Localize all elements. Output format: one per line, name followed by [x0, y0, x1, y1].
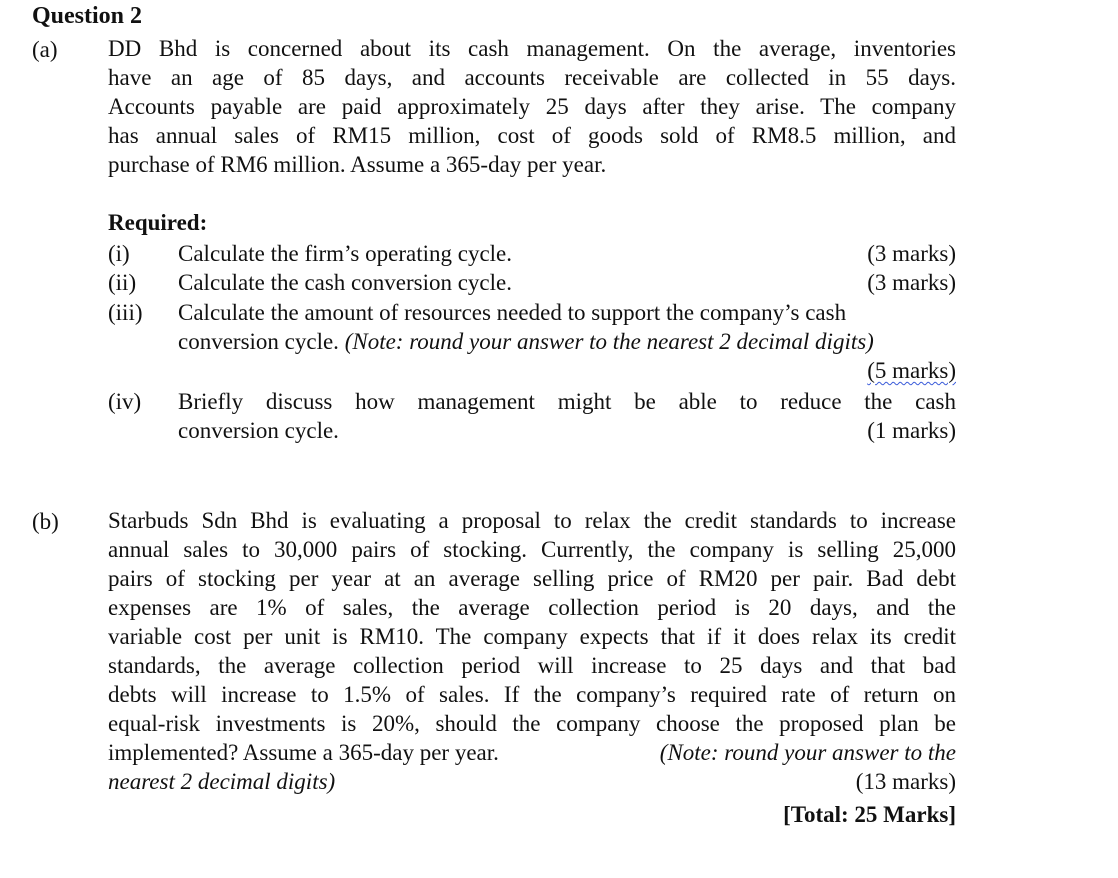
part-b-label: (b) — [32, 509, 59, 534]
sub-text-line: Briefly discuss how management might be able to reduce the cash — [178, 389, 956, 414]
marks-label: (1 marks) — [867, 418, 956, 443]
marks-label: (3 marks) — [867, 241, 956, 266]
part-a-line: have an age of 85 days, and accounts receivable are collected in 55 days. — [108, 65, 956, 90]
part-b-paragraph — [108, 506, 956, 796]
part-a-paragraph — [108, 34, 956, 179]
part-b-line: standards, the average collection period will increase to 25 days and that bad — [108, 653, 956, 678]
sub-number: (iii) — [108, 300, 143, 325]
required-heading: Required: — [108, 210, 208, 235]
sub-number: (iv) — [108, 389, 142, 414]
part-b-line: debts will increase to 1.5% of sales. If the company’s required rate of return on — [108, 682, 956, 707]
sub-text-line-2 — [178, 327, 956, 356]
sub-text — [178, 298, 956, 327]
question-title: Question 2 — [32, 3, 143, 29]
sub-text: Calculate the firm’s operating cycle. — [178, 241, 513, 266]
sub-text-line: Calculate the amount of resources needed to support the company’s cash — [178, 300, 847, 325]
part-b-line-plain: implemented? Assume a 365-day per year. — [108, 740, 499, 765]
sub-number: (ii) — [108, 270, 137, 295]
marks-label — [867, 356, 956, 385]
part-a-label: (a) — [32, 37, 58, 62]
part-a-line: DD Bhd is concerned about its cash management. On the average, inventories — [108, 36, 956, 61]
part-b-line-10 — [108, 767, 956, 796]
part-a-line: purchase of RM6 million. Assume a 365-day per year. — [108, 152, 607, 177]
part-b-line: variable cost per unit is RM10. The company expects that if it does relax its credit — [108, 624, 956, 649]
part-a-line: has annual sales of RM15 million, cost of goods sold of RM8.5 million, and — [108, 123, 956, 148]
marks-label-text: (5 marks) — [867, 358, 956, 383]
part-b-line: equal-risk investments is 20%, should the company choose the proposed plan be — [108, 711, 956, 736]
rounding-note: (Note: round your answer to the — [659, 740, 956, 765]
sub-text: Calculate the cash conversion cycle. — [178, 270, 512, 295]
part-b-line: expenses are 1% of sales, the average collection period is 20 days, and the — [108, 595, 956, 620]
rounding-note: (Note: round your answer to the nearest 2 decimal digits) — [344, 329, 874, 354]
rounding-note-text: nearest 2 decimal digits) — [108, 769, 336, 794]
sub-number: (i) — [108, 241, 130, 266]
part-b-line-9 — [108, 738, 956, 767]
total-marks: [Total: 25 Marks] — [783, 802, 956, 827]
part-a-line: Accounts payable are paid approximately 25 days after they arise. The company — [108, 94, 956, 119]
sub-text-line-2: conversion cycle. — [178, 418, 339, 443]
marks-label: (13 marks) — [855, 769, 956, 794]
part-b-line: annual sales to 30,000 pairs of stocking. Currently, the company is selling 25,000 — [108, 537, 956, 562]
part-b-line: pairs of stocking per year at an average selling price of RM20 per pair. Bad debt — [108, 566, 956, 591]
part-b-line: Starbuds Sdn Bhd is evaluating a proposal to relax the credit standards to increase — [108, 508, 956, 533]
sub-text-plain: conversion cycle. — [178, 329, 345, 354]
rounding-note-end — [108, 767, 335, 796]
marks-label: (3 marks) — [867, 270, 956, 295]
